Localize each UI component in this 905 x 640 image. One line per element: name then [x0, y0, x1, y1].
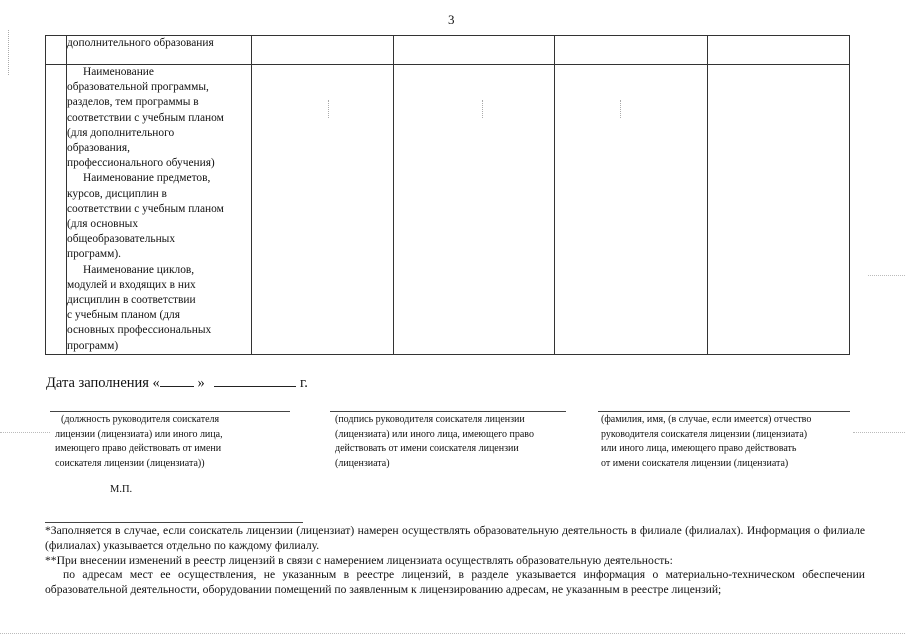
caption-line: (фамилия, имя, (в случае, если имеется) отчество: [601, 414, 812, 425]
label-line: дисциплин в соответствии: [67, 294, 196, 307]
label-line: соответствии с учебным планом: [67, 202, 224, 215]
scan-artifact: [8, 30, 9, 75]
caption-line: (должность руководителя соискателя: [61, 414, 220, 425]
table-row: [46, 36, 850, 65]
label-line: модулей и входящих в них: [67, 278, 196, 291]
seal-label: М.П.: [110, 484, 133, 495]
name-signature-line[interactable]: [598, 411, 850, 412]
fill-date-suffix: г.: [296, 375, 308, 391]
caption-line: действовать от имени соискателя лицензии: [335, 443, 519, 454]
caption-line: имеющего право действовать от имени: [55, 443, 222, 454]
signature-line[interactable]: [330, 411, 566, 412]
label-line: образовательной программы,: [67, 81, 209, 94]
table-cell-empty: [708, 36, 850, 65]
scan-artifact: [482, 100, 483, 118]
label-line: образования,: [67, 142, 130, 155]
label-line: общеобразовательных: [67, 233, 176, 246]
label-line: (для дополнительного: [67, 126, 175, 139]
caption-line: от имени соискателя лицензии (лицензиата): [601, 457, 789, 469]
table-cell-label: [67, 65, 252, 355]
table-cell-index: [46, 65, 67, 355]
footnote-1: *Заполняется в случае, если соискатель лицензии (лицензиат) намерен осуществлять образовательную деятельность в филиале (филиалах). Информация о филиале (филиалах) указывается отдельно по каждому филиалу.: [45, 524, 865, 552]
scan-artifact: [0, 432, 50, 433]
form-table: [45, 35, 850, 355]
table-cell-empty: [555, 36, 708, 65]
top-row-text: дополнительного образования: [67, 37, 214, 49]
footnote-3: по адресам мест ее осуществления, не указанным в реестре лицензий, в разделе указывается информация о материально-техническом обеспечении образовательной деятельности, оборудовании помещений по заявленным к лицензированию адресам, не указанным в реестре лицензий;: [45, 568, 865, 597]
label-line: курсов, дисциплин в: [67, 187, 167, 200]
label-line: Наименование циклов,: [83, 263, 195, 276]
caption-line: (подпись руководителя соискателя лицензии: [335, 414, 525, 425]
label-line: (для основных: [67, 218, 139, 231]
caption-line: руководителя соискателя лицензии (лицензиата): [601, 428, 808, 440]
label-line: основных профессиональных: [67, 324, 212, 337]
table-cell-empty: [252, 36, 394, 65]
table-cell-empty: [394, 36, 555, 65]
scan-artifact: [0, 633, 905, 634]
scan-artifact: [853, 432, 905, 433]
footnote-2: **При внесении изменений в реестр лицензий в связи с намерением лицензиата осуществлять образовательную деятельность:: [45, 553, 673, 567]
caption-line: соискателя лицензии (лицензиата)): [55, 457, 205, 469]
scan-artifact: [620, 100, 621, 118]
position-caption: [55, 413, 223, 471]
table-cell-index: [46, 36, 67, 65]
footnote-divider: [45, 522, 303, 523]
label-line: программ): [67, 339, 119, 352]
month-field[interactable]: [214, 372, 296, 387]
fill-date: [46, 372, 308, 392]
position-signature-line[interactable]: [50, 411, 290, 412]
label-line: Наименование: [83, 66, 154, 78]
fill-date-mid: »: [193, 375, 205, 391]
table-cell-empty: [394, 65, 555, 355]
table-cell-label: [67, 36, 252, 65]
table-cell-empty: [708, 65, 850, 355]
label-line: программ).: [67, 248, 121, 261]
name-caption: [601, 413, 811, 471]
day-field[interactable]: [160, 372, 194, 387]
page-number: 3: [448, 12, 455, 27]
scan-artifact: [868, 275, 905, 276]
label-line: Наименование предметов,: [83, 172, 211, 185]
table-cell-empty: [555, 65, 708, 355]
caption-line: (лицензиата): [335, 457, 390, 469]
caption-line: (лицензиата) или иного лица, имеющего право: [335, 428, 534, 440]
label-line: с учебным планом (для: [67, 309, 180, 322]
label-line: профессионального обучения): [67, 157, 215, 170]
scan-artifact: [328, 100, 329, 118]
caption-line: или иного лица, имеющего право действовать: [601, 443, 797, 454]
footnotes: [45, 524, 865, 598]
signature-caption: [335, 413, 534, 471]
label-line: соответствии с учебным планом: [67, 111, 224, 124]
table-row: [46, 65, 850, 355]
fill-date-label: Дата заполнения «: [46, 375, 160, 391]
table-cell-empty: [252, 65, 394, 355]
caption-line: лицензии (лицензиата) или иного лица,: [55, 428, 223, 440]
label-line: разделов, тем программы в: [67, 96, 199, 109]
